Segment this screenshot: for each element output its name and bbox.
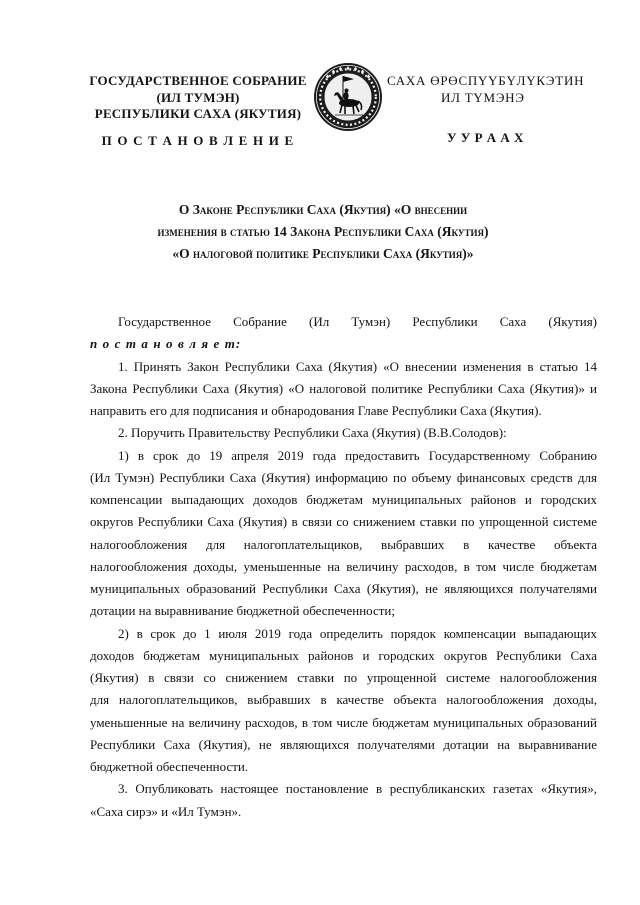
item-2-sub-2-line: для налогоплательщиков, выбравших в качестве объекта налогообложения доходы, <box>90 692 597 708</box>
issuer-line-2: (ИЛ ТУМЭН) <box>156 89 240 105</box>
title-line: «О налоговой политике Республики Саха (Якутия)» <box>172 246 474 261</box>
item-2-sub-2-line: доходов бюджетам муниципальных районов и городских округов Республики Саха <box>90 647 597 663</box>
item-2-sub-2-line: бюджетной обеспеченности. <box>90 759 249 774</box>
title-line: изменения в статью 14 Закона Республики Саха (Якутия) <box>157 224 489 239</box>
item-3-line: 3. Опубликовать настоящее постановление в республиканских газетах «Якутия», <box>118 781 597 797</box>
item-2-sub-2-line: 2) в срок до 1 июля 2019 года определить порядок компенсации выпадающих <box>118 625 597 641</box>
item-2-sub-1-line: налогообложения доходы, уменьшенные на величину расходов, в том числе бюджетам <box>90 558 597 574</box>
issuer-line-1: ГОСУДАРСТВЕННОЕ СОБРАНИЕ <box>89 73 307 88</box>
document-title <box>100 199 546 265</box>
issuer-name-russian <box>82 73 314 123</box>
issuer-name-yakut-line-2: ИЛ ТҮМЭНЭ <box>441 89 525 105</box>
item-2-sub-1-line: 1) в срок до 19 апреля 2019 года предоставить Государственному Собранию <box>118 447 597 463</box>
document-type-russian: П О С Т А Н О В Л Е Н И Е <box>101 133 295 148</box>
item-2-sub-1-line: (Ил Тумэн) Республики Саха (Якутия) информацию по объему финансовых средств для <box>90 469 597 485</box>
item-2-sub-2-line: уменьшенные на величину расходов, в том числе бюджетам муниципальных образований <box>90 714 597 730</box>
preamble-verb: п о с т а н о в л я е т: <box>90 336 242 352</box>
item-1-line: Закона Республики Саха (Якутия) «О налоговой политике Республики Саха (Якутия)» и <box>90 380 597 396</box>
item-2-sub-2-line: (Якутия) в связи со снижением ставки по упрощенной системе налогообложения <box>90 670 597 685</box>
issuer-line-3: РЕСПУБЛИКИ САХА (ЯКУТИЯ) <box>94 106 302 121</box>
item-2-sub-2-line: Республики Саха (Якутия), не являющихся получателями дотации на выравнивание <box>90 736 597 752</box>
coat-of-arms-emblem <box>313 62 383 132</box>
item-2-sub-1-line: компенсации выпадающих доходов бюджетам муниципальных районов и городских <box>90 492 597 507</box>
document-body <box>90 311 597 823</box>
emblem-rider-body <box>343 92 348 100</box>
issuer-name-yakut-line-1: САХА ӨРӨСПҮҮБҮЛҮКЭТИН <box>387 73 585 88</box>
item-2-sub-1-line: дотации на выравнивание бюджетной обеспеченности; <box>90 603 395 619</box>
item-2-sub-1-line: налогообложения для налогоплательщиков, выбравших в качестве объекта <box>90 536 597 552</box>
document-type-yakut: У У Р А А Х <box>447 130 524 145</box>
item-3-line: «Саха сирэ» и «Ил Тумэн». <box>90 803 242 819</box>
preamble-line: Государственное Собрание (Ил Тумэн) Республики Саха (Якутия) <box>118 314 597 329</box>
item-2-intro: 2. Поручить Правительству Республики Саха (Якутия) (В.В.Солодов): <box>118 425 507 441</box>
item-1-line: 1. Принять Закон Республики Саха (Якутия) «О внесении изменения в статью 14 <box>118 358 597 374</box>
title-line: О Законе Республики Саха (Якутия) «О внесении <box>178 202 468 217</box>
item-1-line: направить его для подписания и обнародования Главе Республики Саха (Якутия). <box>90 403 542 418</box>
item-2-sub-1-line: округов Республики Саха (Якутия) в связи со снижением ставки по упрощенной системе <box>90 514 597 530</box>
emblem-horse-leg <box>353 106 354 114</box>
item-2-sub-1-line: муниципальных образований Республики Саха (Якутия), не являющихся получателями <box>90 581 597 596</box>
